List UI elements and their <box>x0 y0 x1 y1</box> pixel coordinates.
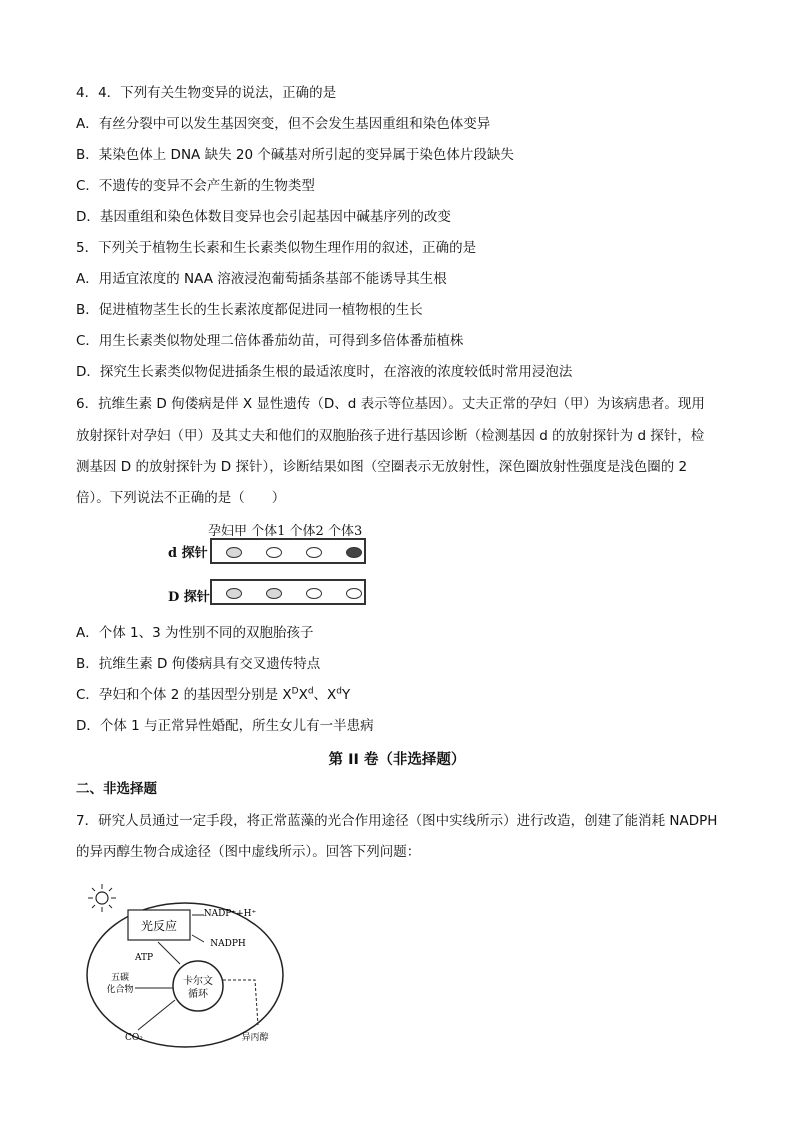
D-probe-dot-2 <box>266 588 282 599</box>
photosynthesis-diagram <box>80 880 290 1050</box>
D-probe-row <box>210 579 366 605</box>
q6-stem-line3: 测基因 D 的放射探针为 D 探针），诊断结果如图（空圈表示无放射性，深色圈放射性强度是浅色圈的 2 <box>76 459 688 475</box>
d-probe-dot-3 <box>306 547 322 558</box>
d-probe-dot-4 <box>346 547 362 558</box>
q5-option-a: A．用适宜浓度的 NAA 溶液浸泡葡萄插条基部不能诱导其生根 <box>76 271 447 287</box>
calvin-label-2: 循环 <box>188 989 208 1000</box>
d-probe-dot-1 <box>226 547 242 558</box>
q4-option-d: D．基因重组和染色体数目变异也会引起基因中碱基序列的改变 <box>76 209 451 225</box>
q7-stem-line1: 7．研究人员通过一定手段，将正常蓝藻的光合作用途径（图中实线所示）进行改造，创建了能消耗 NADPH <box>76 813 718 829</box>
q6-option-a: A．个体 1、3 为性别不同的双胞胎孩子 <box>76 625 314 641</box>
q4-stem: 4．4．下列有关生物变异的说法，正确的是 <box>76 85 337 101</box>
q5-option-c: C．用生长素类似物处理二倍体番茄幼苗，可得到多倍体番茄植株 <box>76 333 464 349</box>
section-title: 第 II 卷（非选择题） <box>328 752 466 768</box>
D-probe-dot-3 <box>306 588 322 599</box>
q5-option-b: B．促进植物茎生长的生长素浓度都促进同一植物根的生长 <box>76 302 423 318</box>
D-probe-dot-1 <box>226 588 242 599</box>
q5-stem: 5．下列关于植物生长素和生长素类似物生理作用的叙述，正确的是 <box>76 240 477 256</box>
sun-icon <box>88 884 116 912</box>
calvin-label-1: 卡尔文 <box>183 976 213 987</box>
atp-label: ATP <box>135 953 154 963</box>
q6-option-d: D．个体 1 与正常异性婚配，所生女儿有一半患病 <box>76 718 374 734</box>
d-probe-label: d 探针 <box>168 546 208 561</box>
isopropanol-label: 异丙醇 <box>241 1033 269 1043</box>
light-reaction-label: 光反应 <box>140 919 178 933</box>
q4-option-a: A．有丝分裂中可以发生基因突变，但不会发生基因重组和染色体变异 <box>76 116 491 132</box>
d-probe-dot-2 <box>266 547 282 558</box>
q6-stem-line2: 放射探针对孕妇（甲）及其丈夫和他们的双胞胎孩子进行基因诊断（检测基因 d 的放射探针为 d 探针，检 <box>76 428 705 444</box>
d-probe-row <box>210 538 366 564</box>
q5-option-d: D．探究生长素类似物促进插条生根的最适浓度时，在溶液的浓度较低时常用浸泡法 <box>76 364 573 380</box>
D-probe-dot-4 <box>346 588 362 599</box>
five-carbon-label-2: 化合物 <box>106 985 134 995</box>
q4-option-c: C．不遗传的变异不会产生新的生物类型 <box>76 178 315 194</box>
q6-stem-line1: 6．抗维生素 D 佝偻病是伴 X 显性遗传（D、d 表示等位基因）。丈夫正常的孕妇（甲）为该病患者。现用 <box>76 396 705 412</box>
nadph-label: NADPH <box>210 939 246 949</box>
isopropanol-pathway <box>223 980 258 1025</box>
co2-label: CO₂ <box>125 1033 143 1043</box>
q4-option-b: B．某染色体上 DNA 缺失 20 个碱基对所引起的变异属于染色体片段缺失 <box>76 147 514 163</box>
five-carbon-label-1: 五碳 <box>110 973 130 983</box>
q6-option-c: C．孕妇和个体 2 的基因型分别是 $X^DX^d$、$X^dY$ <box>76 686 351 703</box>
D-probe-label: D 探针 <box>168 590 210 605</box>
q7-stem-line2: 的异丙醇生物合成途径（图中虚线所示）。回答下列问题： <box>76 844 421 860</box>
q6-stem-line4: 倍）。下列说法不正确的是（ ） <box>76 490 286 506</box>
section-part-label: 二、非选择题 <box>76 781 157 797</box>
q6-option-b: B．抗维生素 D 佝偻病具有交叉遗传特点 <box>76 656 321 672</box>
nadp-label: NADP⁺+H⁺ <box>203 909 257 919</box>
probe-figure-header: 孕妇甲 个体1 个体2 个体3 <box>208 524 363 539</box>
